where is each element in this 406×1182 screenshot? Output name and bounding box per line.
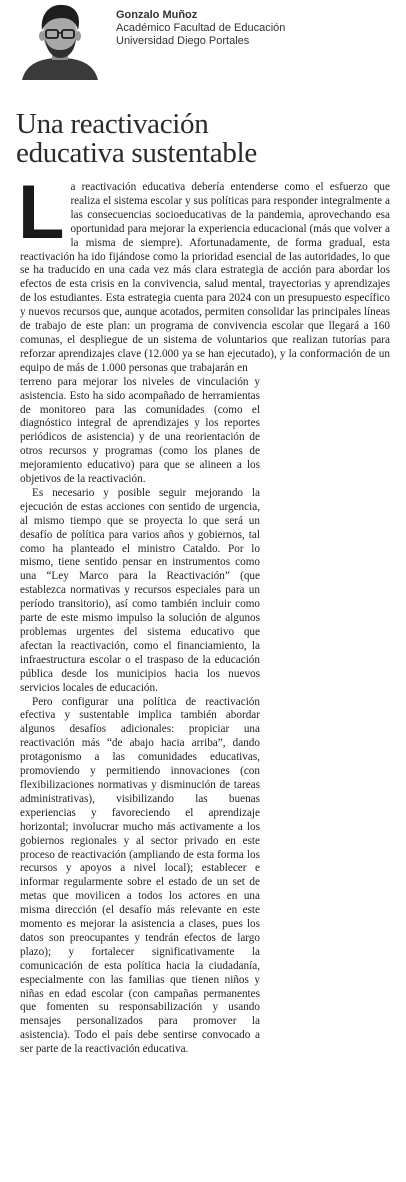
- article-body: [18, 170, 390, 1057]
- paragraph-2: Es necesario y posible seguir mejorando la ejecución de estas acciones con sentido de urgencia, al mismo tiempo que se proyecta lo que será un desafío de política para varios años y gobiernos, tal como ha planteado el ministro Cataldo. Por lo mismo, tiene sentido pensar en instrumentos como una “Ley Marco para la Reactivación” (que establezca normativas y recursos especiales para un período transitorio), así como también incluir como parte de este mismo impulso la solución de algunos problemas urgentes del sistema educativo que afectan la reactivación, como el financiamiento, la infraestructura escolar o el traspaso de la educación pública desde los municipios hacia los nuevos servicios locales de educación.: [20, 486, 260, 694]
- headline-line-2: educativa sustentable: [16, 137, 257, 169]
- author-portrait: [18, 0, 102, 80]
- paragraph-3: Pero configurar una política de reactivación efectiva y sustentable implica también abordar algunos desafíos adicionales: propiciar una reactivación más “de abajo hacia arriba”, dando protagonismo a las comunidades educativas, promoviendo y permitiendo innovaciones (con flexibilizaciones normativas y disminución de tareas administrativas), visibilizando las buenas experiencias y favoreciendo el aprendizaje horizontal; involucrar mucho más activamente a los gobiernos regionales y al sector privado en este proceso de reactivación (ampliando de esta forma los recursos y apoyos a nivel local); establecer e informar regularmente sobre el estado de un set de metas que movilicen a todos los actores en una misma dirección (el desafío más relevante en este momento es mejorar la asistencia a clases, pues los datos son preocupantes y tendrán efectos de largo plazo); y fortalecer significativamente la comunicación de esta política hacia la ciudadanía, especialmente con las familias que tienen niños y niñas en edad escolar (con campañas permanentes que fomenten su responsabilización y usando mensajes personalizados para promover la asistencia). Todo el país debe sentirse convocado a ser parte de la reactivación educativa.: [20, 695, 260, 1056]
- paragraph-1-lead: a reactivación educativa debería entenderse como el esfuerzo que realiza el sistema escolar y sus políticas para responder integralmente a las consecuencias socioeducativas de la pandemia, aprovechando esa oportunidad para mejorar la experiencia educacional (más que volver a la misma de siempre). Afortunadamente, de forma gradual, esta reactivación ha ido fijándose como la prioridad esencial de las autoridades, lo que se ha traducido en una cada vez más clara estrategia de acción para abordar los efectos de esta crisis en la convivencia, salud mental, trayectorias y aprendizajes de los estudiantes. Esta estrategia cuenta para 2024 con un presupuesto específico y nuevos recursos que, aunque acotados, permiten consolidar las principales líneas de trabajo de este plan: un programa de convivencia escolar que llegará a 160 comunas, el despliegue de un sistema de voluntarios que realizan tutorías para reforzar aprendizajes clave (12.000 ya se han ejecutado), y la conformación de un equipo de más de 1.000 personas que trabajarán en: [20, 181, 390, 374]
- author-affiliation: Universidad Diego Portales: [116, 35, 250, 47]
- article-headline: [16, 110, 257, 168]
- drop-cap: L: [18, 170, 65, 255]
- author-role: Académico Facultad de Educación: [116, 22, 286, 34]
- paragraph-1-continued: terreno para mejorar los niveles de vinculación y asistencia. Esto ha sido acompañado de herramientas de monitoreo para las comunidades (como el diagnóstico integral de aprendizajes y los reportes periódicos de asistencia) y de una reorientación de otros recursos y programas (como los planes de mejoramiento educativo) para que se alineen a los objetivos de la reactivación.: [20, 375, 260, 486]
- headline-line-1: Una reactivación: [16, 108, 209, 140]
- author-name: Gonzalo Muñoz: [116, 9, 198, 21]
- paragraph-1: [18, 170, 390, 376]
- author-header: [12, 0, 404, 82]
- narrow-column: [20, 376, 260, 1057]
- author-photo-illustration: [18, 0, 102, 80]
- author-byline: [116, 8, 285, 48]
